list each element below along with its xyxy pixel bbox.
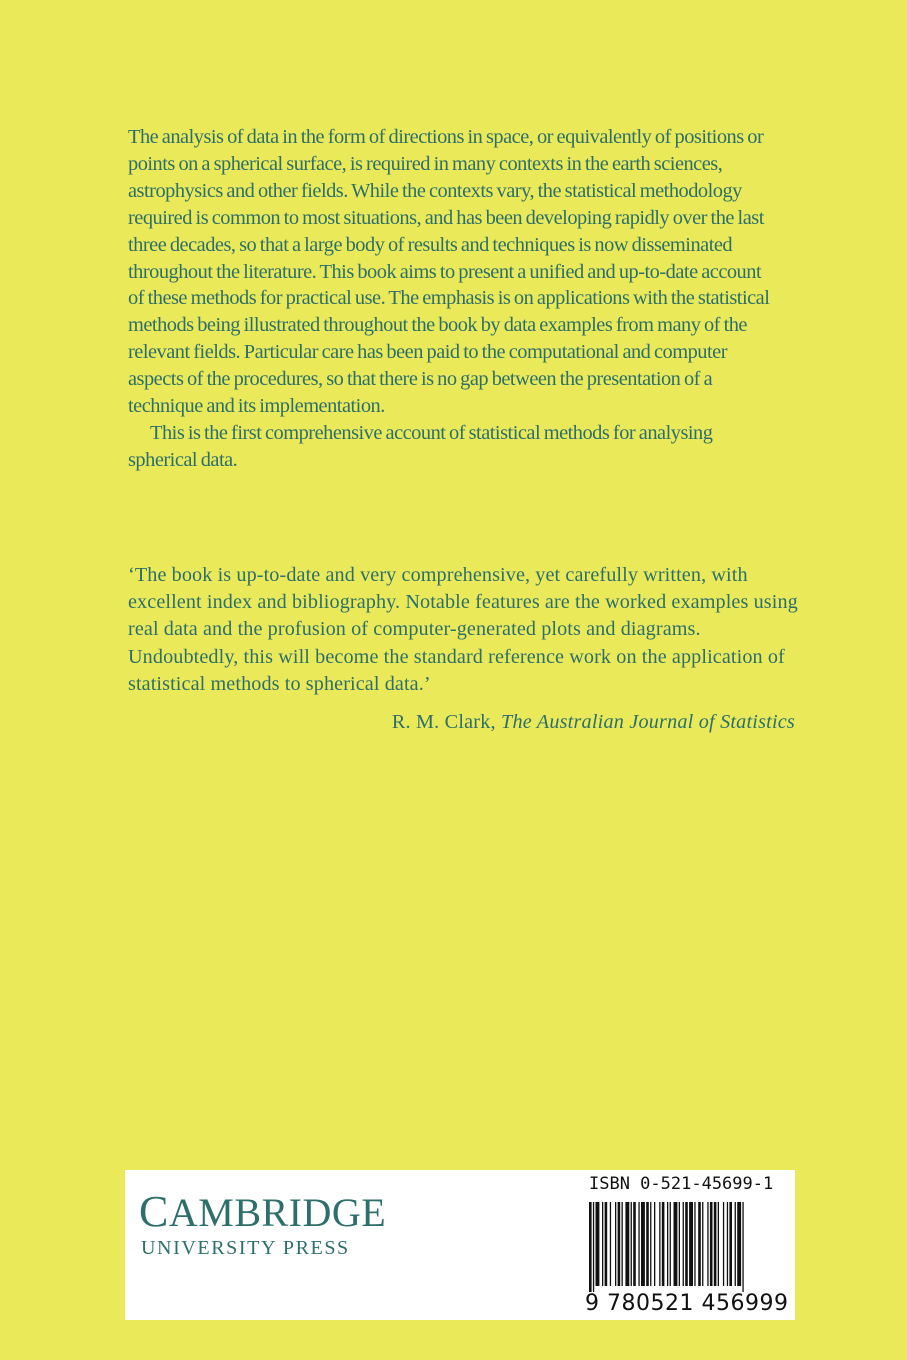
- isbn-label: ISBN 0-521-45699-1: [589, 1174, 774, 1194]
- review-quote-text: ‘The book is up-to-date and very comprehensive, yet carefully written, with excellent index and bibliography. Notable features are the worked examples using real data and the profusion of computer-generated plots and diagrams. Undoubtedly, this will become the standard reference work on the application of statistical methods to spherical data.’: [128, 564, 798, 695]
- publisher-isbn-panel: [125, 1170, 795, 1320]
- publisher-name-rest: AMBRIDGE: [168, 1190, 387, 1235]
- review-author: R. M. Clark,: [391, 711, 496, 733]
- description-paragraph-1: The analysis of data in the form of directions in space, or equivalently of positions or points on a spherical surface, is required in many contexts in the earth sciences, astrophysics and other fields. While the contexts vary, the statistical methodology required is common to most situations, and has been developing rapidly over the last three decades, so that a large body of results and techniques is now disseminated throughout the literature. This book aims to present a unified and up-to-date account of these methods for practical use. The emphasis is on applications with the statistical methods being illustrated throughout the book by data examples from many of the relevant fields. Particular care has been paid to the computational and computer aspects of the procedures, so that there is no gap between the presentation of a technique and its implementation.: [128, 126, 770, 418]
- barcode-digits: 9 780521 456999: [585, 1291, 789, 1316]
- description-paragraph-2: This is the first comprehensive account of statistical methods for analysing spherical data.: [128, 421, 713, 471]
- review-journal: The Australian Journal of Statistics: [501, 711, 795, 733]
- publisher-name: [139, 1187, 387, 1236]
- review-attribution: [392, 711, 795, 734]
- book-description: [128, 124, 778, 474]
- review-quote: [128, 562, 800, 698]
- barcode-icon: [585, 1202, 795, 1292]
- publisher-logo: [139, 1187, 387, 1260]
- isbn-block: [585, 1170, 795, 1320]
- publisher-name-initial: C: [139, 1187, 169, 1236]
- publisher-subtitle: UNIVERSITY PRESS: [141, 1237, 350, 1259]
